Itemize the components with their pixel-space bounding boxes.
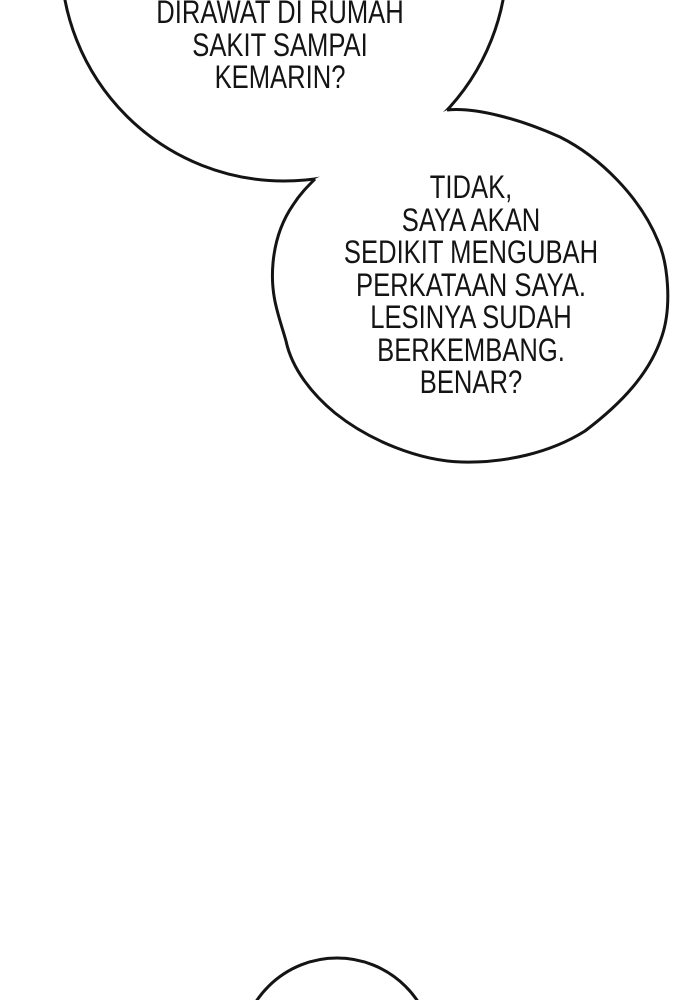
- speech-line: TIDAK,: [429, 169, 513, 205]
- speech-line: BENAR?: [419, 364, 523, 400]
- speech-bubble-3-shape: [240, 958, 434, 1000]
- speech-line: DIRAWAT DI RUMAH: [156, 0, 404, 30]
- speech-line: SAYA AKAN: [401, 201, 541, 238]
- speech-line: SEDIKIT MENGUBAH: [343, 234, 599, 270]
- speech-line: PERKATAAN SAYA.: [356, 266, 586, 303]
- speech-line: LESINYA SUDAH: [370, 299, 572, 335]
- speech-line: SAKIT SAMPAI: [192, 26, 368, 63]
- speech-bubble-1-text: [120, 0, 440, 94]
- speech-line: KEMARIN?: [214, 59, 346, 95]
- speech-line: BERKEMBANG.: [377, 331, 565, 368]
- speech-bubble-2-text: [311, 171, 631, 399]
